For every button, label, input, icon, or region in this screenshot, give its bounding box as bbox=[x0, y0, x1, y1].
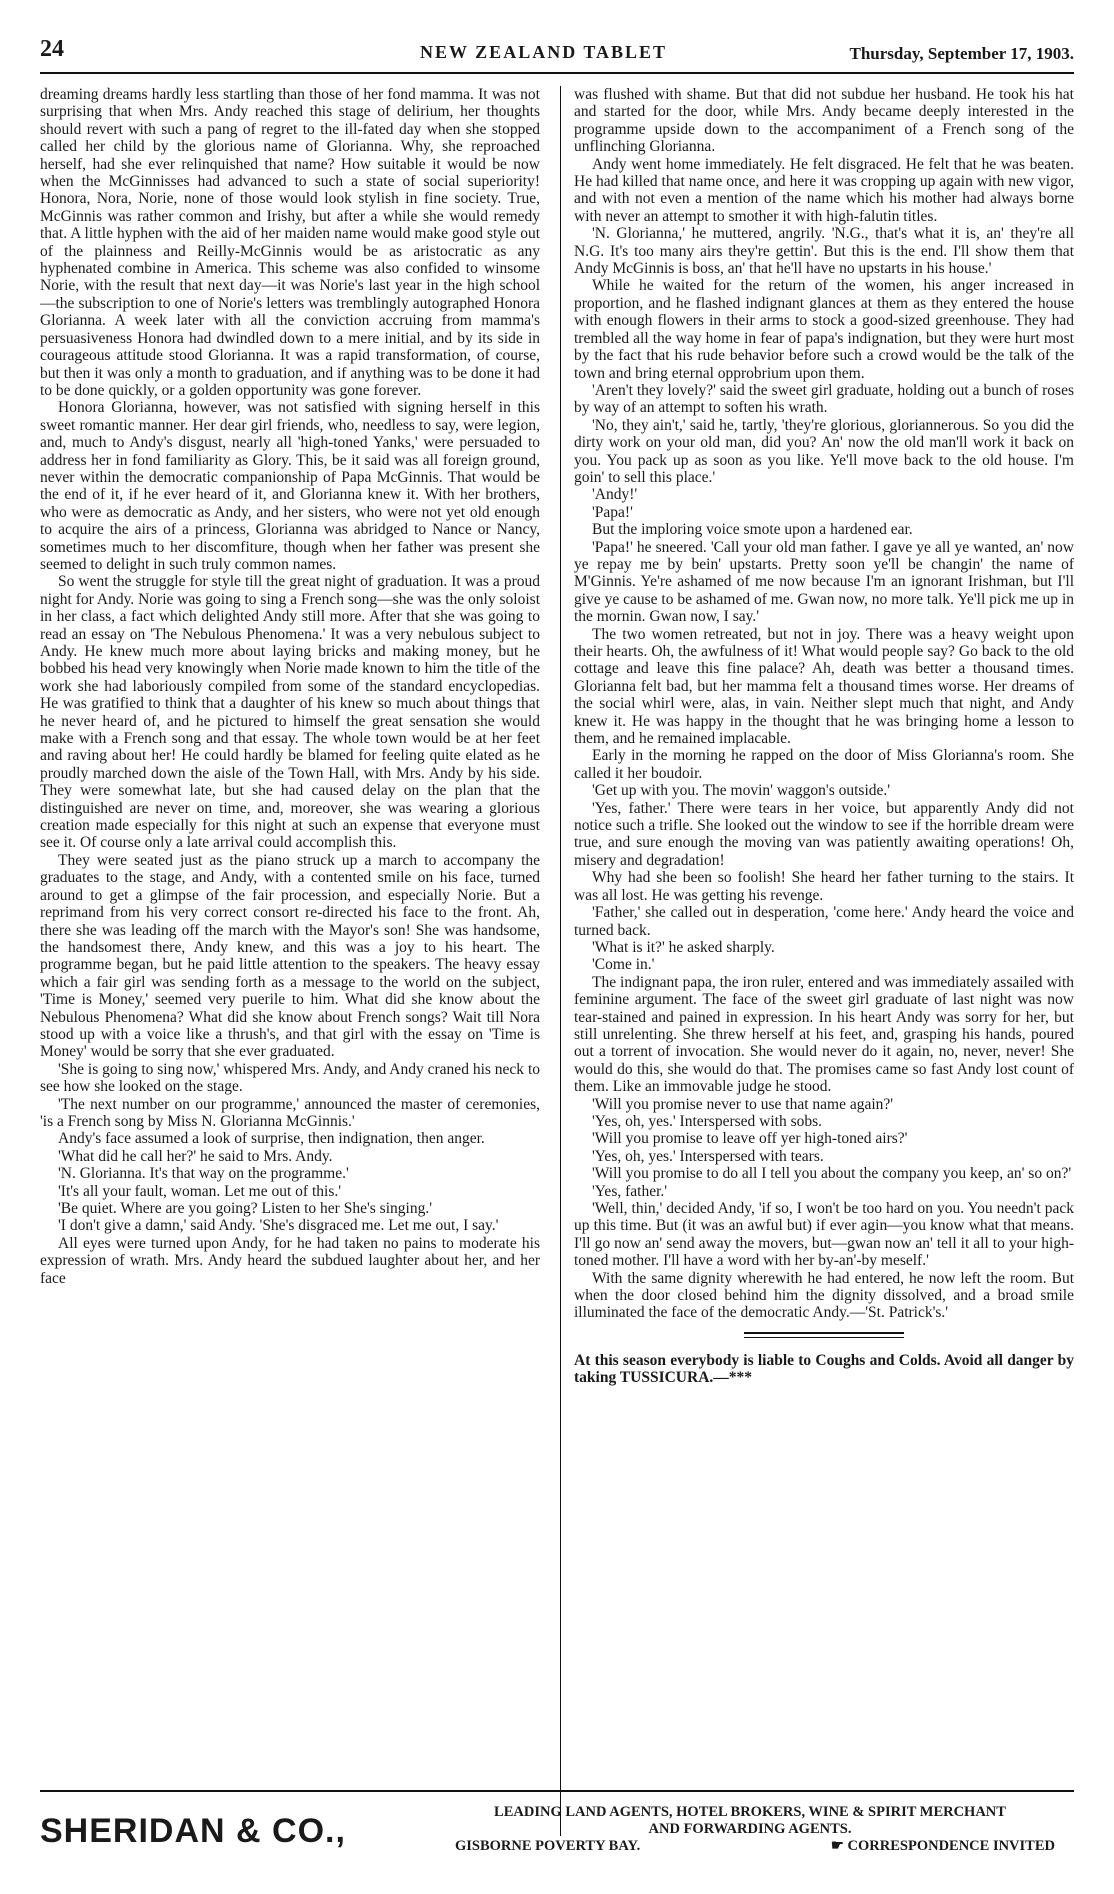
article-paragraph: 'Father,' she called out in desperation, 'come here.' Andy heard the voice and turned back. bbox=[574, 904, 1074, 939]
right-column bbox=[574, 86, 1074, 1851]
masthead-title: NEW ZEALAND TABLET bbox=[420, 42, 668, 62]
article-paragraph: 'Aren't they lovely?' said the sweet girl graduate, holding out a bunch of roses by way of an attempt to soften his wrath. bbox=[574, 381, 1074, 417]
article-paragraph: 'No, they ain't,' said he, tartly, 'they're glorious, gloriannerous. So you did the dirty work on your old man, did you? An' now the old man'll work it back on you. You pack up as soon as you like. Ye'll move back to the old house. I'm goin' to sell this place.' bbox=[574, 416, 1074, 486]
article-paragraph: 'I don't give a damn,' said Andy. 'She's disgraced me. Let me out, I say.' bbox=[58, 1217, 499, 1235]
page-header bbox=[40, 36, 1074, 70]
article-paragraph: 'It's all your fault, woman. Let me out of this.' bbox=[58, 1182, 342, 1200]
article-paragraph: While he waited for the return of the women, his anger increased in proportion, and he flashed indignant glances at them as they entered the house with enough flowers in their arms to stock a good-sized greenhouse. They had trembled all the way home in fear of papa's indignation, but they were hurt most by the fact that his rude behavior before such a crowd would be the talk of the town and bring eternal opprobrium upon them. bbox=[574, 277, 1074, 382]
article-paragraph: 'Papa!' bbox=[592, 503, 633, 521]
article-paragraph: All eyes were turned upon Andy, for he had taken no pains to moderate his expression of wrath. Mrs. Andy heard the subdued laughter about her, and her face bbox=[40, 1234, 540, 1287]
article-paragraph: 'What did he call her?' he said to Mrs. Andy. bbox=[58, 1147, 333, 1165]
column-divider bbox=[560, 86, 561, 1836]
article-paragraph: 'She is going to sing now,' whispered Mrs. Andy, and Andy craned his neck to see how she looked on the stage. bbox=[40, 1060, 540, 1096]
article-paragraph: Why had she been so foolish! She heard her father turning to the stairs. It was all lost. He was getting his revenge. bbox=[574, 869, 1074, 904]
firm-line-2: AND FORWARDING AGENTS. bbox=[648, 1821, 852, 1837]
article-paragraph: 'Yes, father.' There were tears in her voice, but apparently Andy did not notice such a trifle. She looked out the window to see if the horrible dream were true, and sure enough the moving van was patiently awaiting operations! Oh, misery and degradation! bbox=[574, 799, 1074, 869]
article-paragraph: Andy's face assumed a look of surprise, then indignation, then anger. bbox=[58, 1130, 485, 1148]
article-paragraph: 'Yes, father.' bbox=[592, 1182, 668, 1200]
article-paragraph: dreaming dreams hardly less startling than those of her fond mamma. It was not surprising that when Mrs. Andy reached this stage of delirium, her thoughts should revert with such a pang of regret to the ill-fated day when she stopped called her child by the glorious name of Glorianna. Why, she reproached herself, had she ever relinquished that name? How suitable it would be now when the McGinnisses had advanced to such a state of social superiority! Honora, Nora, Norie, none of those would look stylish in fine society. True, McGinnis was rather common and Irishy, but after a while she would remedy that. A little hyphen with the aid of her maiden name would make good style out of the plainness and Reilly-McGinnis would be as aristocratic as any hyphenated combine in America. This scheme was also confided to winsome Norie, with the result that next day—it was Norie's last year in the high school—the subscription to one of Norie's letters was tremblingly autographed Honora Glorianna. A week later with all the conviction accruing from mamma's persuasiveness Honora had dwindled down to a mere initial, and by its side in courageous attitude stood Glorianna. It was a rapid transformation, of course, but then it was only a month to graduation, and if anything was to be done it had to be done quickly, or a golden opportunity was gone forever. bbox=[40, 86, 540, 399]
article-paragraph: Early in the morning he rapped on the door of Miss Glorianna's room. She called it her boudoir. bbox=[574, 747, 1074, 782]
firm-name: SHERIDAN & CO., bbox=[40, 1812, 346, 1850]
footer-rule bbox=[40, 1790, 1074, 1792]
article-paragraph: 'Well, thin,' decided Andy, 'if so, I won't be too hard on you. You needn't pack up this time. But (it was an awful but) if ever agin—you know what that means. I'll go now an' send away the movers, but—gwan now an' tell it all to your high-toned mother. I'll have a word with her by-an'-by meself.' bbox=[574, 1200, 1074, 1270]
firm-location: GISBORNE POVERTY BAY. bbox=[455, 1838, 641, 1854]
article-paragraph: 'N. Glorianna. It's that way on the programme.' bbox=[58, 1165, 349, 1183]
article-paragraph: 'Be quiet. Where are you going? Listen to her She's singing.' bbox=[58, 1200, 432, 1217]
article-paragraph: The two women retreated, but not in joy. There was a heavy weight upon their hearts. Oh, the awfulness of it! What would people say? Go back to the old cottage and leave this fine palace? Ah, death was better a thousand times. Glorianna felt bad, but her mamma felt a thousand times worse. Her dreams of the social whirl were, alas, in vain. Neither slept much that night, and Andy knew it. He was happy in the thought that he was bringing home a lesson to them, and he remained implacable. bbox=[574, 625, 1074, 748]
page-number: 24 bbox=[40, 36, 64, 62]
article-paragraph: So went the struggle for style till the great night of graduation. It was a proud night for Andy. Norie was going to sing a French song—she was the only soloist in her class, a fact which delighted Andy still more. After that she was going to read an essay on 'The Nebulous Phenomena.' It was a very nebulous subject to Andy. He knew much more about laying bricks and making money, but he bobbed his head very knowingly when Norie made known to him the title of the work she had laboriously compiled from some of the standard encyclopedias. He was gratified to think that a daughter of his knew so much about things that he never heard of, and he pictured to himself the great sensation she would make with a French song and that essay. The whole town would be at her feet and raving about her! He could hardly be blamed for feeling quite elated as he proudly marched down the aisle of the Town Hall, with Mrs. Andy by his side. They were somewhat late, but she had caused delay on the plan that the distinguished are never on time, and, moreover, she was wearing a glorious creation made especially for this night at such an expense that everyone must see it. Of course only a late arrival could accomplish this. bbox=[40, 573, 540, 852]
article-paragraph: 'Will you promise to do all I tell you about the company you keep, an' so on?' bbox=[592, 1165, 1072, 1183]
article-paragraph: 'Will you promise never to use that name again?' bbox=[592, 1095, 894, 1113]
article-paragraph: Honora Glorianna, however, was not satisfied with signing herself in this sweet romantic manner. Her dear girl friends, who, needless to say, were legion, and, much to Andy's disgust, nearly all 'high-toned Yanks,' were persuaded to address her in fond familiarity as Glory. This, be it said was all foreign ground, never within the democratic companionship of Papa McGinnis. That would be the end of it, if he ever heard of it, and Glorianna knew it. With her brothers, who were as democratic as Andy, and her sisters, who were not yet old enough to acquire the airs of a princess, Glorianna was abridged to Nance or Nancy, sometimes much to her discomfiture, though when her father was present she seemed to delight in such truly common names. bbox=[40, 399, 540, 573]
article-paragraph: With the same dignity wherewith he had entered, he now left the room. But when the door closed behind him the dignity dissolved, and a broad smile illuminated the face of the democratic Andy.—'St. Patrick's.' bbox=[574, 1269, 1074, 1322]
correspondence-invited: ☛ CORRESPONDENCE INVITED bbox=[830, 1838, 1055, 1854]
sheridan-advert bbox=[40, 1800, 1074, 1860]
article-paragraph: 'Get up with you. The movin' waggon's outside.' bbox=[592, 782, 891, 800]
left-column bbox=[40, 86, 540, 1851]
article-paragraph: But the imploring voice smote upon a hardened ear. bbox=[592, 521, 913, 539]
article-paragraph: 'What is it?' he asked sharply. bbox=[592, 938, 775, 956]
tussicura-advert: At this season everybody is liable to Coughs and Colds. Avoid all danger by taking TUSSICURA.—*** bbox=[574, 1351, 1074, 1387]
article-paragraph: 'Papa!' he sneered. 'Call your old man father. I gave ye all ye wanted, an' now ye repay me by bein' upstarts. Pretty soon ye'll be changin' the name of M'Ginnis. Ye're ashamed of me now because I'm an ignorant Irishman, but I'll give ye cause to be ashamed of me. Gwan now, no more talk. Ye'll pick me up in the mornin. Gwan now, I say.' bbox=[574, 538, 1074, 626]
header-rule bbox=[40, 72, 1074, 74]
firm-line-1: LEADING LAND AGENTS, HOTEL BROKERS, WINE & SPIRIT MERCHANT bbox=[494, 1804, 1006, 1820]
article-paragraph: 'Yes, oh, yes.' Interspersed with sobs. bbox=[592, 1112, 823, 1130]
article-paragraph: They were seated just as the piano struck up a march to accompany the graduates to the stage, and Andy, with a contented smile on his face, turned around to get a glimpse of the fair procession, and especially Norie. But a reprimand from his very correct consort re-directed his face to the front. Ah, there she was leading off the march with the Mayor's son! She was handsome, the handsomest there, Andy knew, and this was a joy to his heart. The programme began, but he paid little attention to the speakers. The heavy essay which a fair girl was sending forth as a message to the world on the subject, 'Time is Money,' seemed very puerile to him. What did she know about the Nebulous Phenomena? What did she know about French songs? Wait till Nora stood up with a voice like a thrush's, and that girl with the essay on 'Time is Money' would be sorry that she ever graduated. bbox=[40, 851, 540, 1061]
firm-details bbox=[425, 1804, 1075, 1855]
article-paragraph: 'Yes, oh, yes.' Interspersed with tears. bbox=[592, 1147, 824, 1165]
article-paragraph: 'Will you promise to leave off yer high-toned airs?' bbox=[592, 1130, 908, 1148]
story-end-rule bbox=[744, 1332, 904, 1338]
article-paragraph: 'Come in.' bbox=[592, 956, 655, 974]
issue-date: Thursday, September 17, 1903. bbox=[849, 44, 1074, 63]
article-paragraph: 'The next number on our programme,' announced the master of ceremonies, 'is a French song by Miss N. Glorianna McGinnis.' bbox=[40, 1095, 540, 1130]
article-paragraph: The indignant papa, the iron ruler, entered and was immediately assailed with feminine argument. The face of the sweet girl graduate of last night was now tear-stained and pained in expression. In his heart Andy was sorry for her, but still unrelenting. She threw herself at his feet, and, grasping his hands, poured out a torrent of invocation. She would never do it again, no, never, never! She would do this, she would do that. The promises came so fast Andy lost count of them. Like an immovable judge he stood. bbox=[574, 973, 1074, 1096]
article-paragraph: 'Andy!' bbox=[592, 486, 638, 504]
article-paragraph: 'N. Glorianna,' he muttered, angrily. 'N.G., that's what it is, an' they're all N.G. It's too many airs they're gettin'. But this is the end. I'll show them that Andy McGinnis is boss, an' that he'll have no upstarts in his house.' bbox=[574, 225, 1074, 278]
article-paragraph: Andy went home immediately. He felt disgraced. He felt that he was beaten. He had killed that name once, and here it was cropping up again with new vigor, and with not even a mention of the name which his mother had always borne with never an attempt to smother it with high-falutin titles. bbox=[574, 155, 1074, 225]
article-paragraph: was flushed with shame. But that did not subdue her husband. He took his hat and started for the door, while Mrs. Andy became deeply interested in the programme upside down to the accompaniment of a French song of the unflinching Glorianna. bbox=[574, 86, 1074, 156]
